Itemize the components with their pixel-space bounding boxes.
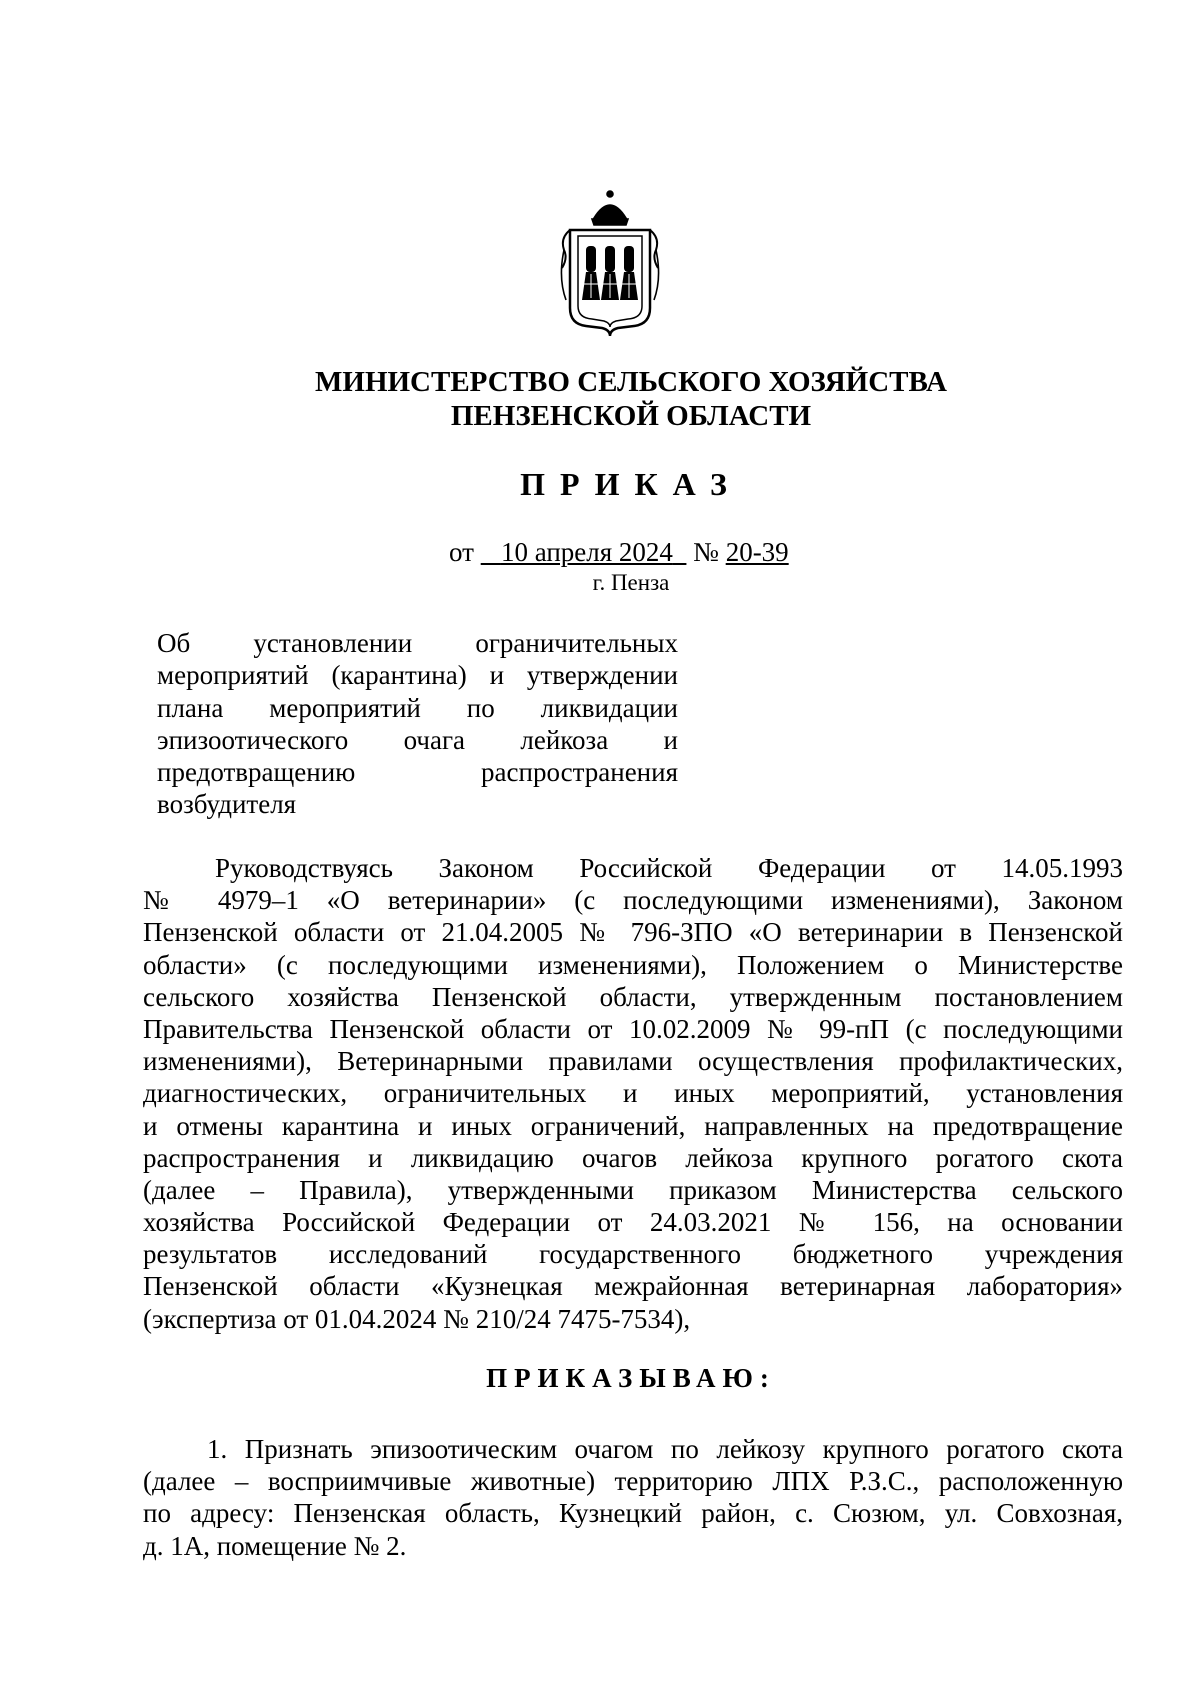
ministry-name-line1: МИНИСТЕРСТВО СЕЛЬСКОГО ХОЗЯЙСТВА	[315, 366, 947, 398]
preamble-line: сельского хозяйства Пензенской области, утвержденным постановлением	[143, 981, 1123, 1012]
ministry-name-line2: ПЕНЗЕНСКОЙ ОБЛАСТИ	[450, 400, 812, 432]
preamble-line: изменениями), Ветеринарными правилами осуществления профилактических,	[143, 1046, 1123, 1077]
date-prefix: от	[449, 537, 474, 567]
order-heading: ПРИКАЗЫВАЮ:	[486, 1363, 776, 1393]
preamble-line: распространения и ликвидацию очагов лейкоза крупного рогатого скота	[143, 1142, 1123, 1173]
subject-line: возбудителя	[157, 789, 297, 820]
preamble-paragraph	[143, 852, 1123, 1335]
preamble-line: диагностических, ограничительных и иных мероприятий, установления	[143, 1078, 1123, 1109]
number-prefix: №	[693, 537, 719, 567]
preamble-line: Пензенской области «Кузнецкая межрайонная ветеринарная лаборатория»	[143, 1271, 1123, 1302]
document-number: 20-39	[725, 537, 789, 567]
subject-line: Об установлении ограничительных	[157, 628, 678, 658]
point-line: по адресу: Пензенская область, Кузнецкий район, с. Сюзюм, ул. Совхозная,	[143, 1498, 1123, 1529]
subject-line: мероприятий (карантина) и утверждении	[157, 660, 678, 691]
city: г. Пенза	[592, 570, 670, 595]
preamble-line: (экспертиза от 01.04.2024 № 210/24 7475-7534),	[143, 1303, 691, 1334]
point-line: (далее – восприимчивые животные) территорию ЛПХ Р.З.С., расположенную	[143, 1466, 1123, 1497]
document-date: 10 апреля 2024	[500, 537, 673, 567]
subject-line: предотвращению распространения	[157, 757, 678, 788]
document-subject	[157, 627, 678, 821]
preamble-line: хозяйства Российской Федерации от 24.03.2021 № 156, на основании	[143, 1207, 1123, 1238]
subject-line: плана мероприятий по ликвидации	[157, 692, 678, 723]
preamble-line: (далее – Правила), утвержденными приказом Министерства сельского	[143, 1174, 1123, 1205]
preamble-line: Руководствуясь Законом Российской Федерации от 14.05.1993	[215, 853, 1123, 883]
preamble-line: Пензенской области от 21.04.2005 № 796-ЗПО «О ветеринарии в Пензенской	[143, 917, 1123, 948]
preamble-line: Правительства Пензенской области от 10.02.2009 № 99-пП (с последующими	[143, 1013, 1123, 1044]
document-type-title: ПРИКАЗ	[520, 466, 742, 502]
date-field-trail	[673, 537, 687, 567]
preamble-line: результатов исследований государственного бюджетного учреждения	[143, 1239, 1123, 1270]
coat-of-arms-icon	[556, 188, 664, 338]
preamble-line: № 4979–1 «О ветеринарии» (с последующими изменениями), Законом	[143, 885, 1123, 916]
date-field-lead	[481, 537, 501, 567]
subject-line: эпизоотического очага лейкоза и	[157, 724, 678, 755]
preamble-line: области» (с последующими изменениями), Положением о Министерстве	[143, 949, 1123, 980]
point-line: 1. Признать эпизоотическим очагом по лейкозу крупного рогатого скота	[207, 1434, 1123, 1464]
preamble-line: и отмены карантина и иных ограничений, направленных на предотвращение	[143, 1110, 1123, 1141]
date-number-line	[449, 537, 789, 567]
order-point-1	[143, 1433, 1123, 1562]
point-line: д. 1А, помещение № 2.	[143, 1530, 407, 1561]
